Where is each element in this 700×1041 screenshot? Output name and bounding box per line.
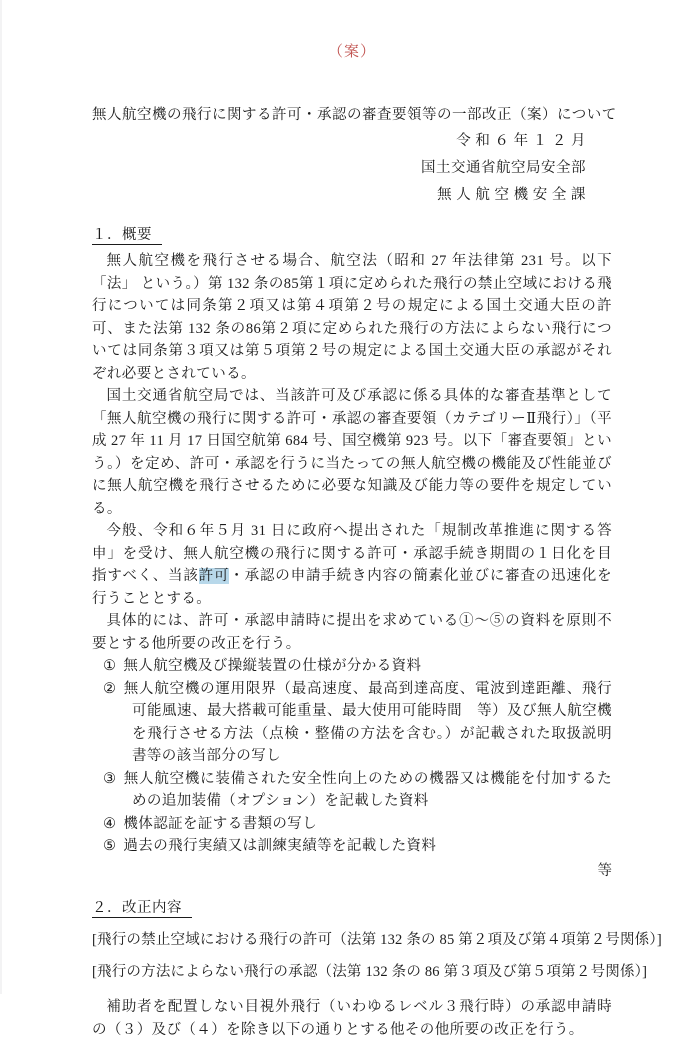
list-item [92, 813, 612, 836]
bracket-line-permission: [飛行の禁止空域における飛行の許可（法第 132 条の 85 第２項及び第４項第２号関係）] [92, 932, 662, 948]
list-item [92, 678, 612, 768]
document-title: 無人航空機の飛行に関する許可・承認の審査要領等の一部改正（案）について [92, 107, 617, 123]
list-item-text: 過去の飛行実績又は訓練実績等を記載した資料 [123, 838, 437, 854]
highlighted-term: 許可 [198, 568, 230, 584]
section1-heading [92, 224, 612, 247]
section1-paragraph-2: 国土交通省航空局では、当該許可及び承認に係る具体的な審査基準として「無人航空機の飛行に関する許可・承認の審査要領（カテゴリーⅡ飛行）」（平成 27 年 11 月 17 日国空航第 684 号、国空機第 923 号。以下「審査要領」という。）を定め、許可・承認を行うに当たっての無人航空機の機能及び性能並びに無人航空機を飛行させるために必要な知識及び能力等の要件を規定している。 [92, 388, 612, 517]
list-item-text: 無人航空機の運用限界（最高速度、最高到達高度、電波到達距離、飛行可能風速、最大搭載可能重量、最大使用可能時間 等）及び無人航空機を飛行させる方法（点検・整備の方法を含む。）が記載された取扱説明書等の該当部分の写し [123, 680, 613, 764]
required-documents-list [92, 655, 612, 858]
etc-label: 等 [597, 862, 612, 879]
list-item-text: 機体認証を証する書類の写し [123, 815, 318, 832]
document-content [2, 0, 700, 1041]
paragraph-3-text-before: 今般、令和６年５月 31 日に政府へ提出された「規制改革推進に関する答申」を受け、無人航空機の飛行に関する許可・承認手続き期間の１日化を目指すべく、当該 [92, 523, 612, 584]
draft-label: （案） [327, 44, 376, 60]
list-item-number: ② [103, 680, 117, 697]
paragraph-3-text-after: ・承認の申請手続き内容の簡素化並びに審査の迅速化を行うこととする。 [92, 568, 612, 607]
date-line: 令 和 ６ 年 １ ２ 月 [456, 133, 586, 149]
section2-heading-text: ２．改正内容 [92, 900, 192, 918]
list-item [92, 768, 612, 813]
list-item [92, 835, 612, 858]
org-line-2: 無 人 航 空 機 安 全 課 [437, 187, 586, 203]
byline-block [92, 128, 612, 209]
bracket-line-approval: [飛行の方法によらない飛行の承認（法第 132 条の 86 第３項及び第５項第２号関係）] [92, 963, 648, 980]
list-item [92, 655, 612, 678]
org-line-1: 国土交通省航空局安全部 [421, 160, 586, 176]
list-item-text: 無人航空機に装備された安全性向上のための機器又は機能を付加するための追加装備（オプション）を記載した資料 [123, 770, 613, 809]
list-item-number: ① [103, 658, 117, 674]
section2-closing-paragraph: 補助者を配置しない目視外飛行（いわゆるレベル３飛行時）の承認申請時の（３）及び（４）を除き以下の通りとする他その他所要の改正を行う。 [92, 999, 612, 1038]
section1-paragraph-1: 無人航空機を飛行させる場合、航空法（昭和 27 年法律第 231 号。以下「法」 という。）第 132 条の85第１項に定められた飛行の禁止空域における飛行については同条第２項又は第４項第２号の規定による国土交通大臣の許可、また法第 132 条の86第２項に定められた飛行の方法によらない飛行については同条第３項又は第５項第２号の規定による国土交通大臣の承認がそれぞれ必要とされている。 [92, 253, 612, 382]
section2-heading [92, 897, 612, 920]
section1-heading-text: １．概要 [92, 227, 162, 245]
section1-paragraph-3 [92, 520, 612, 610]
list-item-text: 無人航空機及び操縦装置の仕様が分かる資料 [123, 658, 422, 674]
list-item-number: ⑤ [103, 838, 117, 854]
list-item-number: ④ [103, 815, 117, 832]
section1-paragraph-4: 具体的には、許可・承認申請時に提出を求めている①～⑤の資料を原則不要とする他所要の改正を行う。 [92, 613, 612, 652]
list-item-number: ③ [103, 770, 117, 787]
